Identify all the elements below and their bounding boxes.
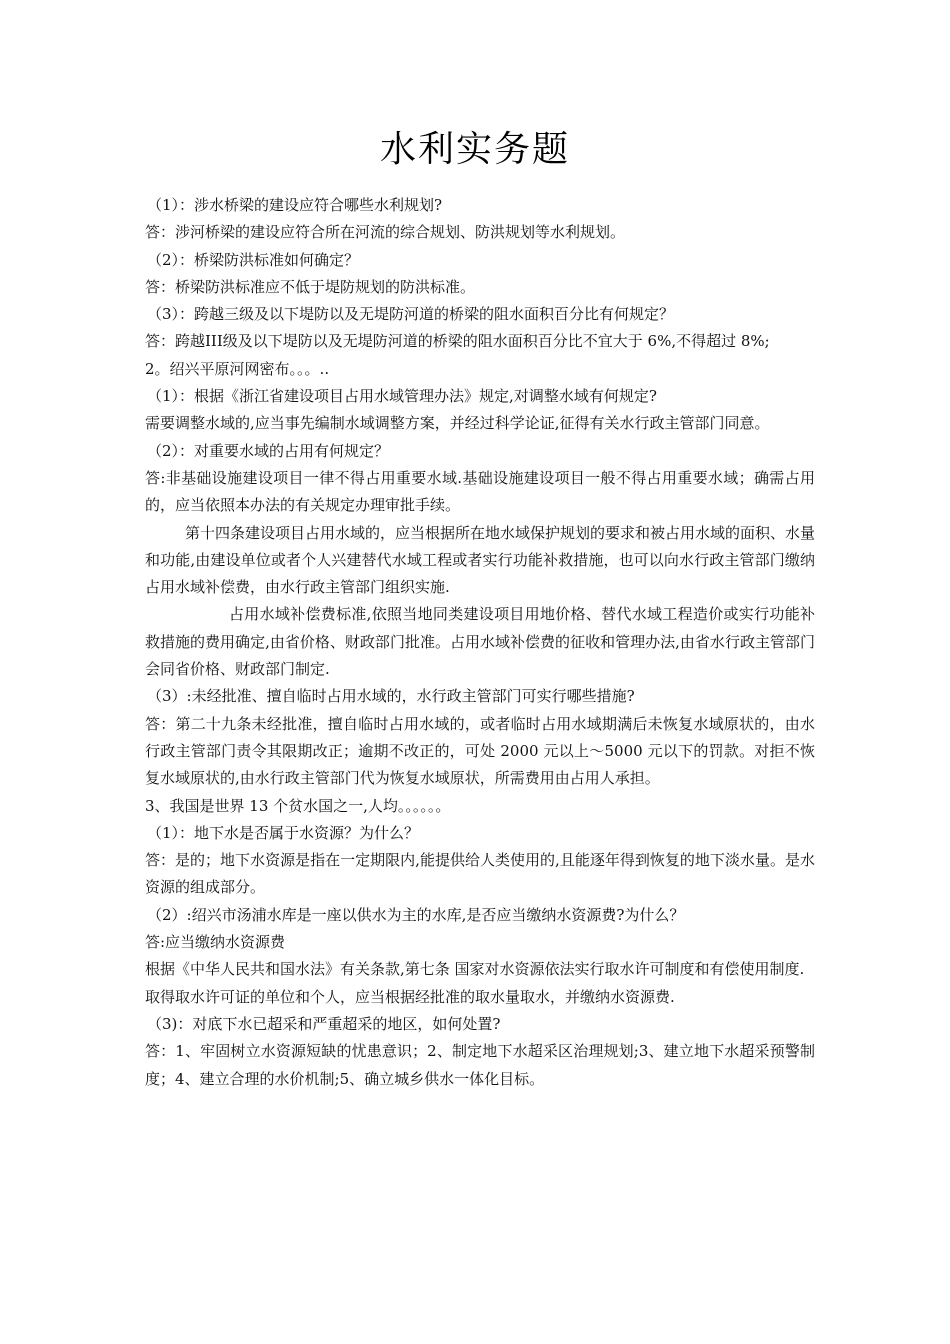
answer-2-3: 答：第二十九条未经批准，擅自临时占用水域的，或者临时占用水域期满后未恢复水域原状的，由水行政主管部门责令其限期改正；逾期不改正的，可处 2000 元以上～5000 元以下的罚款。对拒不恢复水域原状的,由水行政主管部门代为恢复水域原状，所需费用由占用人承担。	[145, 714, 815, 788]
answer-2-1: 需要调整水域的,应当事先编制水域调整方案，并经过科学论证,征得有关水行政主管部门同意。	[145, 414, 770, 433]
question-3-2: （2）:绍兴市汤浦水库是一座以供水为主的水库,是否应当缴纳水资源费?为什么？	[147, 905, 685, 924]
answer-1-2: 答：桥梁防洪标准应不低于堤防规划的防洪标准。	[145, 277, 476, 296]
question-3-3: （3)：对底下水已超采和严重超采的地区，如何处置?	[147, 1014, 501, 1033]
article-14-paragraph: 第十四条建设项目占用水域的，应当根据所在地水域保护规划的要求和被占用水域的面积、水量和功能,由建设单位或者个人兴建替代水域工程或者实行功能补救措施，也可以向水行政主管部门缴纳占用水域补偿费，由水行政主管部门组织实施.	[145, 523, 816, 597]
document-title: 水利实务题	[379, 129, 570, 170]
question-2-1: （1）：根据《浙江省建设项目占用水域管理办法》规定,对调整水域有何规定?	[147, 387, 657, 406]
question-3-1: （1）：地下水是否属于水资源？为什么？	[147, 823, 420, 842]
question-2-3: （3）:未经批准、擅自临时占用水域的，水行政主管部门可实行哪些措施?	[147, 687, 635, 706]
question-2-2: （2）：对重要水域的占用有何规定？	[147, 441, 390, 460]
question-1-2: （2）：桥梁防洪标准如何确定？	[147, 250, 360, 269]
document-body	[145, 192, 815, 1093]
question-1-3: （3）：跨越三级及以下堤防以及无堤防河道的桥梁的阻水面积百分比有何规定？	[147, 305, 675, 324]
answer-1-3: 答：跨越III级及以下堤防以及无堤防河道的桥梁的阻水面积百分比不宜大于 6%,不得超过 8%;	[145, 332, 770, 351]
compensation-paragraph: 占用水域补偿费标准,依照当地同类建设项目用地价格、替代水域工程造价或实行功能补救措施的费用确定,由省价格、财政部门批准。占用水域补偿费的征收和管理办法,由省水行政主管部门会同省价格、财政部门制定.	[145, 605, 815, 679]
section-2-heading: 2。绍兴平原河网密布。。。..	[145, 359, 330, 378]
water-law-paragraph: 根据《中华人民共和国水法》有关条款,第七条 国家对水资源依法实行取水许可制度和有偿使用制度.	[145, 960, 805, 979]
water-permit-paragraph: 取得取水许可证的单位和个人，应当根据经批准的取水量取水，并缴纳水资源费.	[145, 987, 675, 1006]
section-3-heading: 3、我国是世界 13 个贫水国之一,人均。。。。。。	[145, 796, 451, 815]
question-1-1: （1）：涉水桥梁的建设应符合哪些水利规划?	[147, 196, 443, 214]
answer-3-3: 答：1、牢固树立水资源短缺的忧患意识；2、制定地下水超采区治理规划;3、建立地下水超采预警制度；4、建立合理的水价机制;5、确立城乡供水一体化目标。	[145, 1042, 815, 1088]
answer-3-2: 答:应当缴纳水资源费	[145, 933, 286, 952]
answer-2-2: 答:非基础设施建设项目一律不得占用重要水域.基础设施建设项目一般不得占用重要水域；确需占用的，应当依照本办法的有关规定办理审批手续。	[145, 468, 815, 515]
answer-3-1: 答：是的；地下水资源是指在一定期限内,能提供给人类使用的,且能逐年得到恢复的地下淡水量。是水资源的组成部分。	[145, 851, 815, 897]
answer-1-1: 答：涉河桥梁的建设应符合所在河流的综合规划、防洪规划等水利规划。	[145, 223, 626, 242]
